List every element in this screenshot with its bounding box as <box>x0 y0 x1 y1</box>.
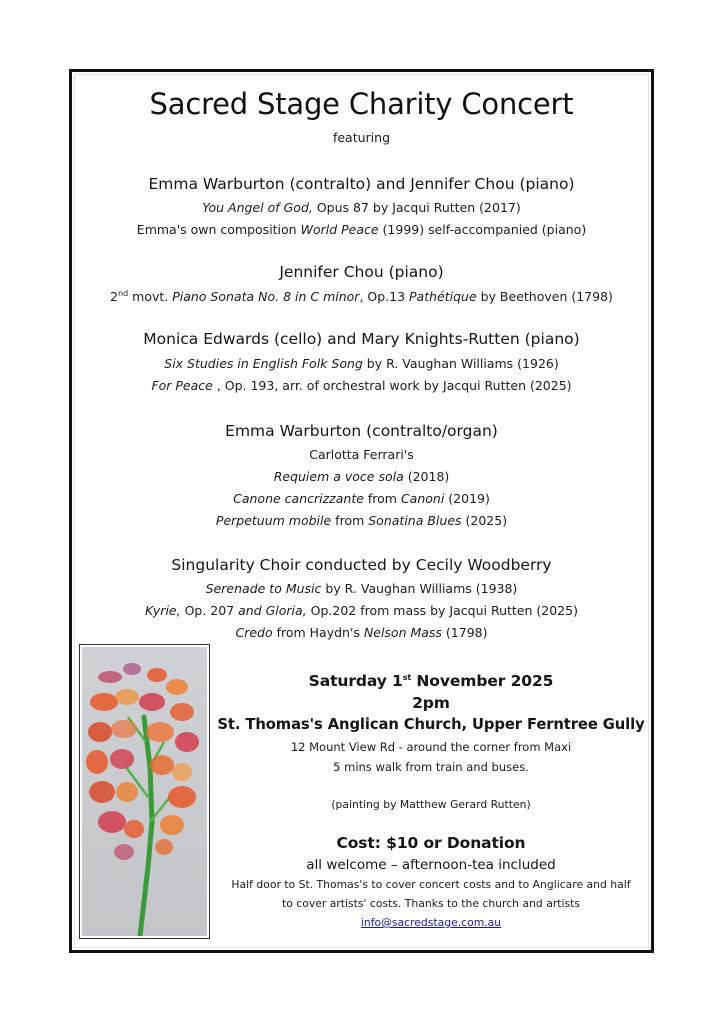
flower-painting-image <box>82 647 207 936</box>
flower-painting <box>79 644 210 939</box>
event-time: 2pm <box>412 694 450 712</box>
program-line: You Angel of God, Opus 87 by Jacqui Rutten (2017) <box>202 200 521 215</box>
program-line: Requiem a voce sola (2018) <box>273 469 450 484</box>
program-line: Canone cancrizzante from Canoni (2019) <box>233 491 490 506</box>
painting-credit: (painting by Matthew Gerard Rutten) <box>331 798 531 811</box>
program-line: For Peace , Op. 193, arr. of orchestral work by Jacqui Rutten (2025) <box>151 378 572 393</box>
program-line: Six Studies in English Folk Song by R. Vaughan Williams (1926) <box>164 356 559 371</box>
featuring-label: featuring <box>332 130 391 145</box>
program-line: Perpetuum mobile from Sonatina Blues (2025) <box>215 513 508 528</box>
contact-email-row <box>217 916 645 929</box>
program-line: Credo from Haydn's Nelson Mass (1798) <box>235 625 488 640</box>
poster-frame <box>69 69 654 953</box>
performers-heading: Singularity Choir conducted by Cecily Woodberry <box>171 556 552 574</box>
program-line: Serenade to Music by R. Vaughan Williams (1938) <box>205 581 518 596</box>
program-line: 2nd movt. Piano Sonata No. 8 in C minor, Op.13 Pathétique by Beethoven (1798) <box>110 288 613 304</box>
event-welcome: all welcome – afternoon-tea included <box>306 857 556 873</box>
program-line: Kyrie, Op. 207 and Gloria, Op.202 from mass by Jacqui Rutten (2025) <box>145 603 578 618</box>
contact-email-link[interactable]: info@sacredstage.com.au <box>360 916 502 929</box>
event-venue: St. Thomas's Anglican Church, Upper Ferntree Gully <box>217 716 645 733</box>
donation-note-line-2: to cover artists' costs. Thanks to the church and artists <box>282 897 580 910</box>
program-line: Carlotta Ferrari's <box>309 447 414 462</box>
event-address: 12 Mount View Rd - around the corner from Maxi <box>290 740 572 754</box>
performers-heading: Emma Warburton (contralto) and Jennifer Chou (piano) <box>148 175 575 193</box>
performers-heading: Jennifer Chou (piano) <box>279 263 444 281</box>
performers-heading: Monica Edwards (cello) and Mary Knights-Rutten (piano) <box>143 330 580 348</box>
poster-title: Sacred Stage Charity Concert <box>149 87 574 121</box>
event-cost: Cost: $10 or Donation <box>336 834 526 852</box>
donation-note-line-1: Half door to St. Thomas's to cover concert costs and to Anglicare and half <box>231 878 631 891</box>
program-line: Emma's own composition World Peace (1999) self-accompanied (piano) <box>136 222 587 237</box>
event-date: Saturday 1st November 2025 <box>308 672 554 690</box>
performers-heading: Emma Warburton (contralto/organ) <box>225 422 498 440</box>
event-transport: 5 mins walk from train and buses. <box>333 760 529 774</box>
